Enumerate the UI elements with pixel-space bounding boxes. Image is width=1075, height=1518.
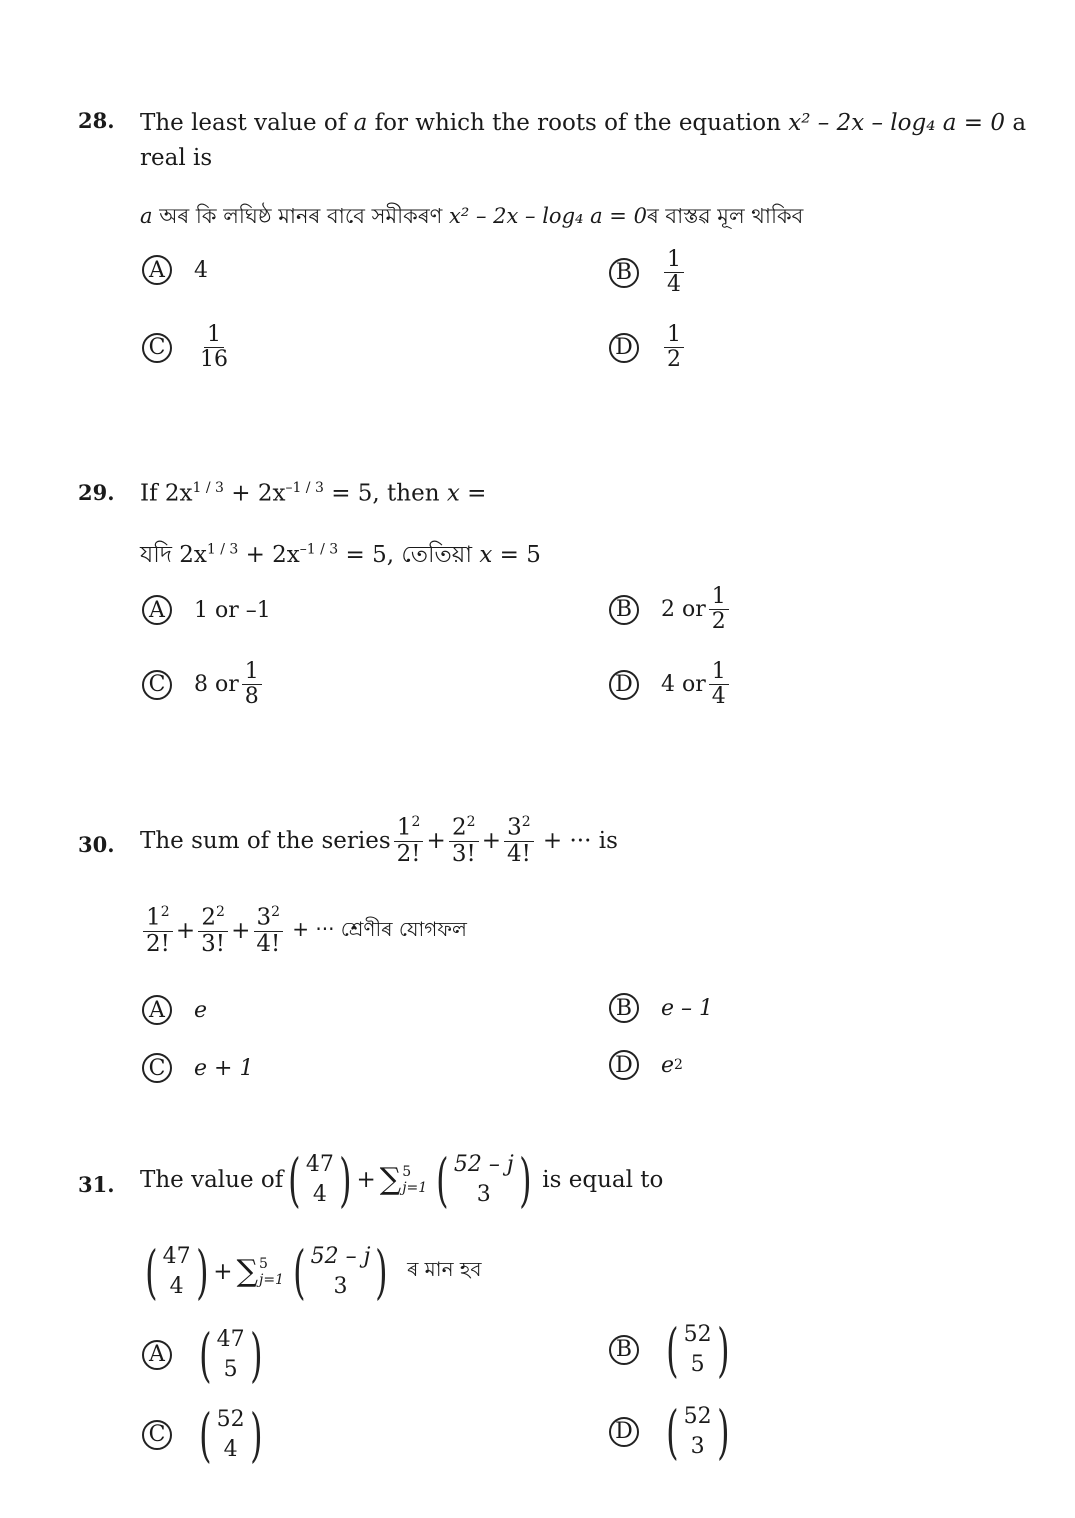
option-badge: C [142, 1053, 172, 1083]
fraction: $\frac{1}{2}$ [664, 323, 684, 372]
series-term-3: $\frac{3^2}{4!}$ [504, 815, 534, 867]
question-number: 31. [78, 1172, 115, 1197]
series-term-3: $\frac{3^2}{4!}$ [253, 905, 283, 957]
option-badge: B [609, 595, 639, 625]
fraction: $\frac{1}{16}$ [200, 322, 228, 373]
option-badge: A [142, 595, 172, 625]
binomial-coefficient: ( 52 – j 3 ) [436, 1145, 532, 1214]
option-c[interactable] [142, 1400, 267, 1469]
option-badge: C [142, 670, 172, 700]
question-text-en: If $2x^{1 / 3} + 2x^{-1 / 3} = 5$, then x = [140, 480, 487, 507]
question-number: 30. [78, 832, 115, 857]
option-d[interactable] [609, 1397, 734, 1466]
question-number: 29. [78, 480, 115, 505]
option-b[interactable] [609, 1315, 734, 1384]
option-badge: D [609, 1050, 639, 1080]
option-badge: A [142, 995, 172, 1025]
option-badge: D [609, 1417, 639, 1447]
option-a[interactable]: A e [142, 995, 207, 1025]
binomial-coefficient: ( 52 – j 3 ) [293, 1237, 388, 1306]
question-text-as: যদি $2x^{1 / 3} + 2x^{-1 / 3} = 5$, তেতিয়া x = 5 [140, 541, 541, 568]
question-text-as: a অৰ কি লঘিষ্ঠ মানৰ বাবে সমীকৰণ x² – 2x – log₄ a = 0ৰ বাস্তৱ মূল থাকিব [140, 204, 804, 228]
option-badge: B [609, 1335, 639, 1365]
option-c[interactable]: C 8 or $\frac{1}{8}$ [142, 660, 265, 709]
binomial-coefficient: ( 47 4 ) [145, 1237, 209, 1306]
fraction: $\frac{1}{4}$ [709, 660, 729, 709]
option-b[interactable]: B 2 or $\frac{1}{2}$ [609, 585, 732, 634]
question-text-en: The value of ( 47 4 ) + ∑ 5 j=1 ( 52 – j 3 ) is equal to [140, 1145, 664, 1214]
fraction: $\frac{1}{4}$ [664, 248, 684, 297]
question-number: 28. [78, 108, 115, 133]
fraction: $\frac{1}{8}$ [242, 660, 262, 709]
option-c[interactable]: C e + 1 [142, 1053, 253, 1083]
binomial-coefficient: ( 47 4 ) [288, 1145, 352, 1214]
binomial-coefficient: ( 52 3 ) [666, 1397, 730, 1466]
summation: ∑ 5 j=1 [379, 1162, 428, 1198]
option-a[interactable]: A 1 or –1 [142, 595, 271, 625]
question-text-as: $\frac{1^2}{2!}$ + $\frac{2^2}{3!}$ + $\frac{3^2}{4!}$ + ··· শ্ৰেণীৰ যোগফল [140, 905, 467, 957]
option-badge: D [609, 670, 639, 700]
option-badge: B [609, 258, 639, 288]
option-badge: C [142, 333, 172, 363]
summation: ∑ 5 j=1 [236, 1254, 284, 1290]
option-b[interactable] [609, 248, 687, 297]
option-d[interactable] [609, 323, 687, 372]
series-term-2: $\frac{2^2}{3!}$ [198, 905, 228, 957]
fraction: $\frac{1}{2}$ [709, 585, 729, 634]
binomial-coefficient: ( 52 5 ) [666, 1315, 730, 1384]
option-badge: A [142, 1340, 172, 1370]
option-a[interactable] [142, 1320, 267, 1389]
option-badge: A [142, 255, 172, 285]
binomial-coefficient: ( 52 4 ) [199, 1400, 263, 1469]
option-d[interactable]: D e 2 [609, 1050, 683, 1080]
series-term-2: $\frac{2^2}{3!}$ [449, 815, 479, 867]
option-badge: D [609, 333, 639, 363]
option-a[interactable]: A 4 [142, 255, 208, 285]
option-badge: C [142, 1420, 172, 1450]
option-c[interactable] [142, 323, 234, 372]
binomial-coefficient: ( 47 5 ) [199, 1320, 263, 1389]
question-text-en: The sum of the series $\frac{1^2}{2!}$ + $\frac{2^2}{3!}$ + $\frac{3^2}{4!}$ + ··· is [140, 814, 618, 867]
series-term-1: $\frac{1^2}{2!}$ [143, 905, 173, 957]
option-d[interactable]: D 4 or $\frac{1}{4}$ [609, 660, 732, 709]
option-badge: B [609, 993, 639, 1023]
question-text-en-line2: real is [140, 145, 213, 171]
question-text-as: ( 47 4 ) + ∑ 5 j=1 ( 52 – j 3 ) ৰ মান হব [140, 1242, 482, 1301]
question-text-en: The least value of a for which the roots of the equation x² – 2x – log₄ a = 0 a [140, 110, 1027, 136]
option-b[interactable]: B e – 1 [609, 993, 713, 1023]
series-term-1: $\frac{1^2}{2!}$ [394, 815, 424, 867]
